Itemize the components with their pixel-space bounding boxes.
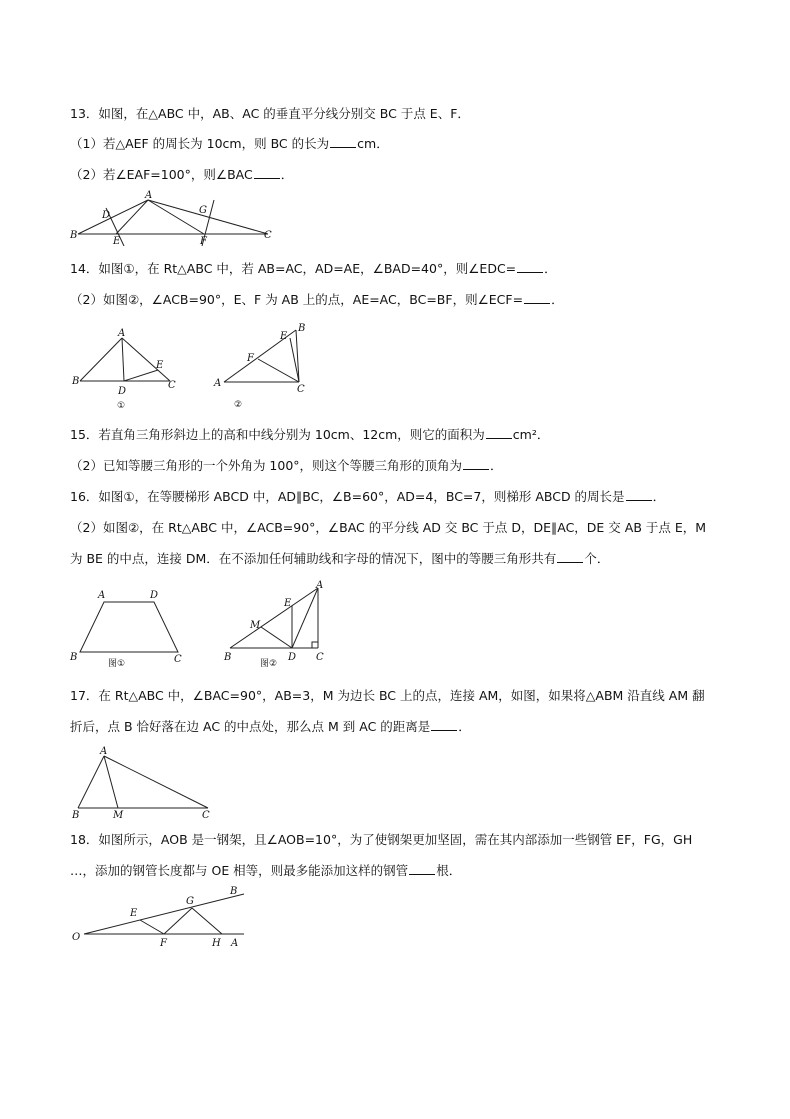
q16-figure-2 — [220, 580, 340, 670]
label-E: E — [280, 331, 288, 342]
label-C: C — [316, 652, 324, 663]
label-F: F — [160, 938, 167, 949]
label-F: F — [200, 236, 207, 246]
label-A: A — [118, 328, 126, 339]
figure-caption: ① — [117, 401, 126, 411]
label-E: E — [284, 598, 292, 609]
q13-figure — [68, 188, 278, 246]
figure-caption: 图① — [108, 659, 126, 669]
label-C: C — [264, 230, 272, 241]
label-B: B — [70, 652, 78, 663]
label-B: B — [72, 810, 80, 820]
label-D: D — [288, 652, 297, 663]
answer-blank — [254, 167, 280, 179]
label-C: C — [202, 810, 210, 820]
figure-caption: 图② — [260, 659, 278, 669]
label-F: F — [247, 353, 254, 364]
q13-part1: （1）若△AEF 的周长为 10cm，则 BC 的长为 cm． — [70, 136, 389, 151]
q18-figure — [66, 884, 256, 952]
label-C: C — [174, 654, 182, 665]
q14-part2: （2）如图②，∠ACB=90°，E、F 为 AB 上的点，AE=AC，BC=BF，则∠ECF= ． — [70, 292, 564, 307]
q16-figure-1 — [68, 586, 198, 671]
label-O: O — [72, 932, 81, 943]
answer-blank — [517, 261, 543, 273]
q14-figure-2 — [212, 322, 312, 412]
label-B: B — [224, 652, 232, 663]
label-A: A — [98, 590, 106, 601]
q15-part1: 15．若直角三角形斜边上的高和中线分别为 10cm、12cm，则它的面积为 cm²． — [70, 427, 550, 442]
q18-line1: 18．如图所示，AOB 是一钢架，且∠AOB=10°，为了使钢架更加坚固，需在其内部添加一些钢管 EF，FG，GH — [70, 832, 693, 847]
label-E: E — [156, 360, 164, 371]
q14-figure-1 — [70, 326, 180, 412]
answer-blank — [626, 489, 652, 501]
label-G: G — [199, 205, 207, 216]
q16-part2-line2: 为 BE 的中点，连接 DM．在不添加任何辅助线和字母的情况下，图中的等腰三角形共有 个． — [70, 551, 610, 566]
label-G: G — [186, 896, 194, 907]
label-A: A — [231, 938, 239, 949]
label-E: E — [130, 908, 138, 919]
label-B: B — [72, 376, 80, 387]
label-A: A — [145, 190, 153, 201]
label-C: C — [168, 380, 176, 391]
label-B: B — [298, 323, 306, 334]
answer-blank — [557, 551, 583, 563]
label-H: H — [212, 938, 221, 949]
q17-line2: 折后，点 B 恰好落在边 AC 的中点处，那么点 M 到 AC 的距离是 ． — [70, 719, 471, 734]
figure-caption: ② — [234, 400, 243, 410]
answer-blank — [409, 863, 435, 875]
q18-line2: …，添加的钢管长度都与 OE 相等，则最多能添加这样的钢管 根． — [70, 863, 462, 878]
label-C: C — [297, 384, 305, 395]
label-B: B — [70, 230, 78, 241]
label-E: E — [113, 236, 121, 246]
label-B: B — [230, 886, 238, 897]
answer-blank — [524, 292, 550, 304]
answer-blank — [463, 458, 489, 470]
label-D: D — [102, 210, 111, 221]
q13-part2: （2）若∠EAF=100°，则∠BAC ． — [70, 167, 294, 182]
label-D: D — [150, 590, 159, 601]
label-A: A — [316, 580, 324, 591]
label-M: M — [113, 810, 124, 820]
answer-blank — [486, 427, 512, 439]
q14-part1: 14．如图①，在 Rt△ABC 中，若 AB=AC，AD=AE，∠BAD=40°，则∠EDC= ． — [70, 261, 557, 276]
label-A: A — [214, 378, 222, 389]
q17-figure — [68, 742, 218, 820]
label-M: M — [250, 620, 261, 631]
answer-blank — [431, 719, 457, 731]
q15-part2: （2）已知等腰三角形的一个外角为 100°，则这个等腰三角形的顶角为 ． — [70, 458, 503, 473]
label-D: D — [118, 386, 127, 397]
q13-stem: 13．如图，在△ABC 中，AB、AC 的垂直平分线分别交 BC 于点 E、F． — [70, 106, 470, 121]
q16-part1: 16．如图①，在等腰梯形 ABCD 中，AD∥BC，∠B=60°，AD=4，BC=7，则梯形 ABCD 的周长是 ． — [70, 489, 666, 504]
q17-line1: 17．在 Rt△ABC 中，∠BAC=90°，AB=3，M 为边长 BC 上的点，连接 AM，如图，如果将△ABM 沿直线 AM 翻 — [70, 688, 705, 703]
label-A: A — [100, 746, 108, 757]
q16-part2-line1: （2）如图②，在 Rt△ABC 中，∠ACB=90°，∠BAC 的平分线 AD 交 BC 于点 D，DE∥AC，DE 交 AB 于点 E，M — [70, 520, 707, 535]
answer-blank — [330, 136, 356, 148]
